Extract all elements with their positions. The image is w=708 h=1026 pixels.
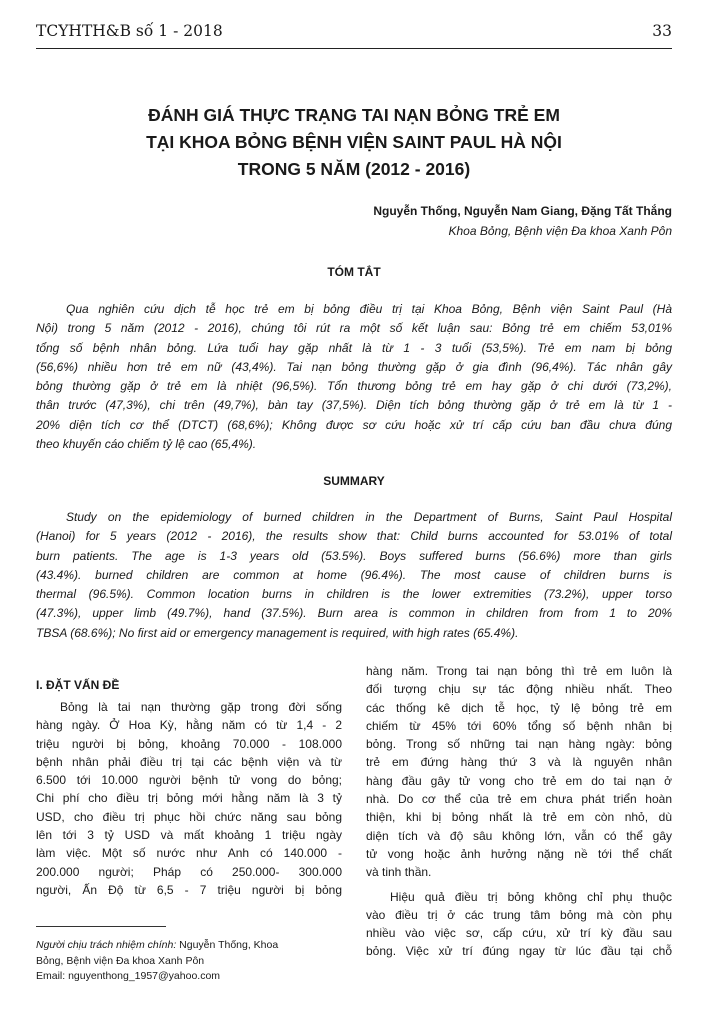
footnote-email: Email: nguyenthong_1957@yahoo.com: [36, 970, 221, 982]
summary-heading: SUMMARY: [323, 474, 385, 488]
intro-heading: I. ĐẶT VẤN ĐỀ: [36, 678, 120, 692]
body-line: USD, cho điều trị phục hồi chức năng sau bỏng: [36, 809, 342, 824]
body-line: Chi phí cho điều trị bỏng mới hằng năm là 3 tỷ: [36, 791, 342, 806]
body-line: bỏng. Việc xử trí đúng ngay từ lúc đầu tại chỗ: [366, 944, 672, 959]
body-line: hàng đầu gây tử vong cho trẻ em do tai nạn ở: [366, 773, 672, 788]
summary-line: (47.3%), upper limb (49.7%), hand (37.5%). Burn area is common in children from from 1 to 20%: [36, 606, 672, 621]
abstract-line: tổng số bệnh nhân bỏng. Lứa tuổi hay gặp nhất là từ 1 - 3 tuổi (53,5%). Trẻ em nam bị bỏng: [36, 340, 672, 355]
intro-right-column: [366, 662, 672, 961]
body-line: hàng ngày. Ở Hoa Kỳ, hằng năm có từ 1,4 - 2: [36, 718, 342, 733]
abstract-line: thân trước (47,3%), chi trên (49,7%), bàn tay (37,5%). Diện tích bỏng thường gặp ở trẻ em là từ 1 -: [36, 398, 672, 413]
summary-line: TBSA (68.6%); No first aid or emergency management is required, with high rates (65.4%).: [36, 625, 519, 640]
abstract-line: bỏng thường gặp ở trẻ em là nhiệt (96,5%). Tổn thương bỏng trẻ em hay gặp ở chi dưới (73,2%),: [36, 379, 672, 394]
tomtat-heading: TÓM TẮT: [327, 265, 381, 279]
body-line: nhà. Do cơ thể của trẻ em chưa phát triển hoàn: [366, 792, 672, 807]
body-line: trẻ em đứng hàng thứ 3 và là nguyên nhân: [366, 755, 672, 770]
body-line: lên tới 3 tỷ USD và mất khoảng 1 triệu ngày: [36, 828, 342, 843]
intro-left-column: [36, 698, 342, 899]
journal-issue: TCYHTH&B số 1 - 2018: [36, 22, 223, 40]
abstract-line: (56,6%) nhiều hơn trẻ em nữ (43,4%). Tai nạn bỏng thường gặp ở gia đình (96,4%). Tác nhân gây: [36, 359, 672, 374]
article-title: [40, 102, 668, 183]
page-number: 33: [652, 22, 672, 40]
summary-line: burn patients. The age is 1-3 years old (53.5%). Boys suffered burns (56.6%) more than girls: [36, 548, 672, 563]
running-header: [36, 22, 672, 46]
tomtat-abstract: [36, 300, 672, 454]
body-line: 200.000 người; Pháp có 250.000- 300.000: [36, 864, 342, 879]
author-affiliation: Khoa Bỏng, Bệnh viện Đa khoa Xanh Pôn: [448, 224, 672, 238]
footnote-rule: [36, 926, 166, 927]
footnote-affiliation: Bỏng, Bệnh viện Đa khoa Xanh Pôn: [36, 954, 205, 967]
body-line: các thống kê dịch tễ học, tỷ lệ bỏng trẻ em: [366, 700, 672, 715]
title-line: ĐÁNH GIÁ THỰC TRẠNG TAI NẠN BỎNG TRẺ EM: [148, 105, 560, 125]
abstract-line: Qua nghiên cứu dịch tễ học trẻ em bị bỏng điều trị tại Khoa Bỏng, Bệnh viện Saint Paul (Hà: [66, 302, 672, 316]
body-line: nhiều vào việc sơ, cấp cứu, xử trí kỳ đầu sau: [366, 926, 672, 941]
body-line: thiện, khi bị bỏng nhất là trẻ em còn nhỏ, dù: [366, 810, 672, 825]
header-rule: [36, 48, 672, 49]
body-line: Hiệu quả điều trị bỏng không chỉ phụ thuộc: [390, 889, 672, 904]
body-line: vào điều trị ở các trung tâm bỏng mà còn phụ: [366, 907, 672, 922]
abstract-line: theo khuyến cáo chiếm tỷ lệ cao (65,4%).: [36, 437, 257, 452]
summary-line: thermal (96.5%). Common location burns in children is the lower extremities (73.2%), upper torso: [36, 587, 672, 602]
body-line: Bỏng là tai nạn thường gặp trong đời sống: [60, 700, 342, 714]
footnote-label: Người chịu trách nhiệm chính:: [36, 939, 177, 951]
footnote-name: Nguyễn Thống, Khoa: [176, 939, 279, 951]
body-line: tử vong hoặc ảnh hưởng nặng nề tới thể chất: [366, 846, 672, 861]
body-line: 6.500 tới 10.000 người bệnh tử vong do bỏng;: [36, 773, 342, 788]
abstract-line: Nội) trong 5 năm (2012 - 2016), chúng tôi rút ra một số kết luận sau: Bỏng trẻ em chiếm 53,01%: [36, 321, 672, 336]
body-line: hàng năm. Trong tai nạn bỏng thì trẻ em luôn là: [366, 664, 672, 678]
abstract-line: 20% diện tích cơ thể (DTCT) (68,6%); Không được sơ cứu hoặc xử trí cấp cứu ban đầu chưa đúng: [36, 417, 672, 432]
summary-abstract: [36, 508, 672, 643]
title-line: TẠI KHOA BỎNG BỆNH VIỆN SAINT PAUL HÀ NỘI: [146, 132, 562, 152]
body-line: bỏng. Trong số những tai nạn hàng ngày: bỏng: [366, 737, 672, 752]
summary-line: (Hanoi) for 5 years (2012 - 2016), the results show that: Child burns accounted for 53.01% of total: [36, 529, 672, 544]
body-line: triệu người bị bỏng, khoảng 70.000 - 108.000: [36, 736, 342, 751]
body-line: diện tích và độ sâu không lớn, vẫn có thể gây: [366, 828, 672, 843]
body-line: và tinh thần.: [366, 865, 432, 880]
body-line: làm việc. Một số nước như Anh có 140.000 -: [36, 846, 342, 861]
body-line: chiếm từ 45% tới 60% tổng số bệnh nhân bị: [366, 718, 672, 733]
summary-line: (43.4%). burned children are common at home (96.4%). The most cause of children burns is: [36, 567, 672, 582]
summary-line: Study on the epidemiology of burned children in the Department of Burns, Saint Paul Hospital: [66, 510, 672, 524]
body-line: bệnh nhân phải điều trị tại các bệnh viện và từ: [36, 754, 342, 769]
body-line: người, Ấn Độ từ 6,5 - 7 triệu người bị bỏng: [36, 882, 342, 897]
title-line: TRONG 5 NĂM (2012 - 2016): [237, 159, 471, 179]
body-line: đối tượng chịu sự tác động nhiều nhất. Theo: [366, 682, 672, 697]
corresponding-author-footnote: [36, 938, 342, 985]
author-list: Nguyễn Thống, Nguyễn Nam Giang, Đặng Tất Thắng: [373, 204, 672, 218]
